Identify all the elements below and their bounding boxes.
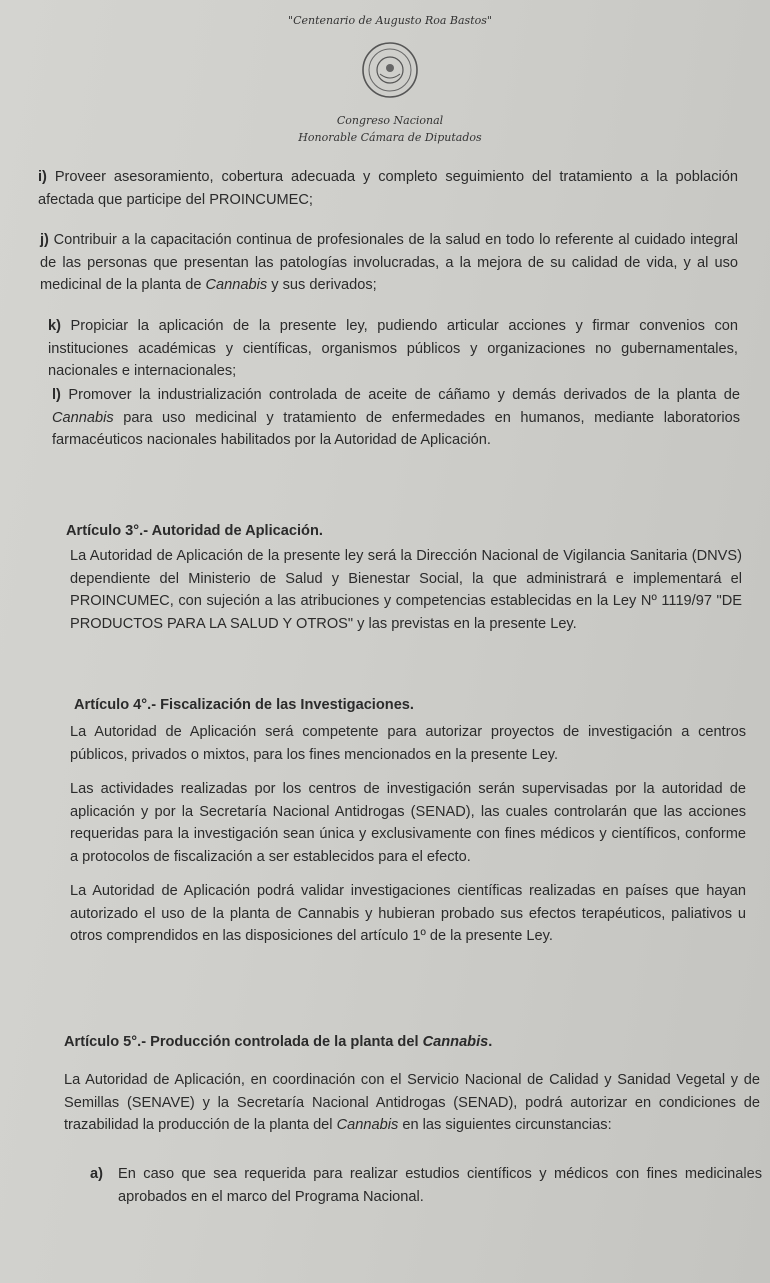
national-seal-icon [361,41,419,99]
paragraph: Las actividades realizadas por los centros de investigación serán supervisadas por la autoridad de aplicación y por la Secretaría Nacional Antidrogas (SENAD), las cuales controlarán que las acciones requeridas para la investigación sean única y exclusivamente con fines médicos y científicos, conforme a protocolos de fiscalización a ser establecidos para el efecto. [70,781,746,865]
item-label: k) [48,318,61,334]
item-label: i) [38,169,47,185]
article-3-paragraph [70,545,742,635]
item-text: Promover la industrialización controlada de aceite de cáñamo y demás derivados de la planta de [68,387,740,403]
item-text-emphasis: Cannabis [52,409,114,426]
heading-emphasis: Cannabis [422,1034,489,1050]
letterhead-motto: "Centenario de Augusto Roa Bastos" [288,14,492,27]
item-text: En caso que sea requerida para realizar estudios científicos y médicos con fines medicinales aprobados en el marco del Programa Nacional. [118,1166,762,1205]
paragraph: La Autoridad de Aplicación podrá validar investigaciones científicas realizadas en países que hayan autorizado el uso de la planta de Cannabis y hubieran probado sus efectos terapéuticos, paliativos u otros comprendidos en las disposiciones del artículo 1º de la presente Ley. [70,883,746,944]
paragraph: La Autoridad de Aplicación será competente para autorizar proyectos de investigación a centros públicos, privados o mixtos, para los fines mencionados en la presente Ley. [70,724,746,763]
item-label: l) [52,387,61,403]
list-item-j [40,229,738,297]
item-text: y sus derivados; [267,277,377,293]
list-item-k [48,315,738,383]
paragraph-text: La Autoridad de Aplicación, en coordinación con el Servicio Nacional de Calidad y Sanidad Vegetal y de Semillas (SENAVE) y la Secretaría Nacional Antidrogas (SENAD), podrá autorizar en condiciones de trazabilidad la producción de la planta del [64,1072,760,1133]
paragraph-emphasis: Cannabis [336,1117,399,1133]
letterhead-line-1: Congreso Nacional [336,114,444,127]
item-text: Contribuir a la capacitación continua de profesionales de la salud en todo lo referente al cuidado integral de las personas que presentan las patologías involucradas, a la mejora de su calidad de vida, y al uso medicinal de la planta de [40,232,739,293]
item-text: para uso medicinal y tratamiento de enfermedades en humanos, mediante laboratorios farmacéuticos nacionales habilitados por la Autoridad de Aplicación. [52,409,740,448]
heading-text: Artículo 5°.- Producción controlada de la planta del [64,1034,423,1050]
heading-text: . [488,1034,493,1050]
item-text: Propiciar la aplicación de la presente ley, pudiendo articular acciones y firmar convenios con instituciones académicas y científicas, organismos públicos y organizaciones no gubernamentales, nacionales e internacionales; [48,318,738,379]
item-label: j) [40,232,49,248]
item-text: Proveer asesoramiento, cobertura adecuada y completo seguimiento del tratamiento a la población afectada que participe del PROINCUMEC; [38,169,738,208]
paragraph: La Autoridad de Aplicación de la presente ley será la Dirección Nacional de Vigilancia Sanitaria (DNVS) dependiente del Ministerio de Salud y Bienestar Social, la que administrará e implementará el PROINCUMEC, con sujeción a las atribuciones y competencias establecidas en la Ley Nº 1119/97 "DE PRODUCTOS PARA LA SALUD Y OTROS" y las previstas en la presente Ley. [70,548,742,632]
article-4-heading: Artículo 4°.- Fiscalización de las Investigaciones. [74,697,414,713]
item-text-emphasis: Cannabis [205,277,268,293]
paragraph-text: en las siguientes circunstancias: [398,1117,612,1133]
list-item-l [52,384,740,452]
article-5-heading [64,1031,744,1054]
article-4-body [70,721,746,948]
item-label: a) [90,1166,103,1182]
article-3-heading: Artículo 3°.- Autoridad de Aplicación. [66,523,323,539]
letterhead-institution [0,112,770,146]
article-5-paragraph [64,1069,760,1137]
list-item-i [38,166,738,211]
letterhead-line-2: Honorable Cámara de Diputados [298,131,482,144]
list-item-a [90,1163,762,1208]
